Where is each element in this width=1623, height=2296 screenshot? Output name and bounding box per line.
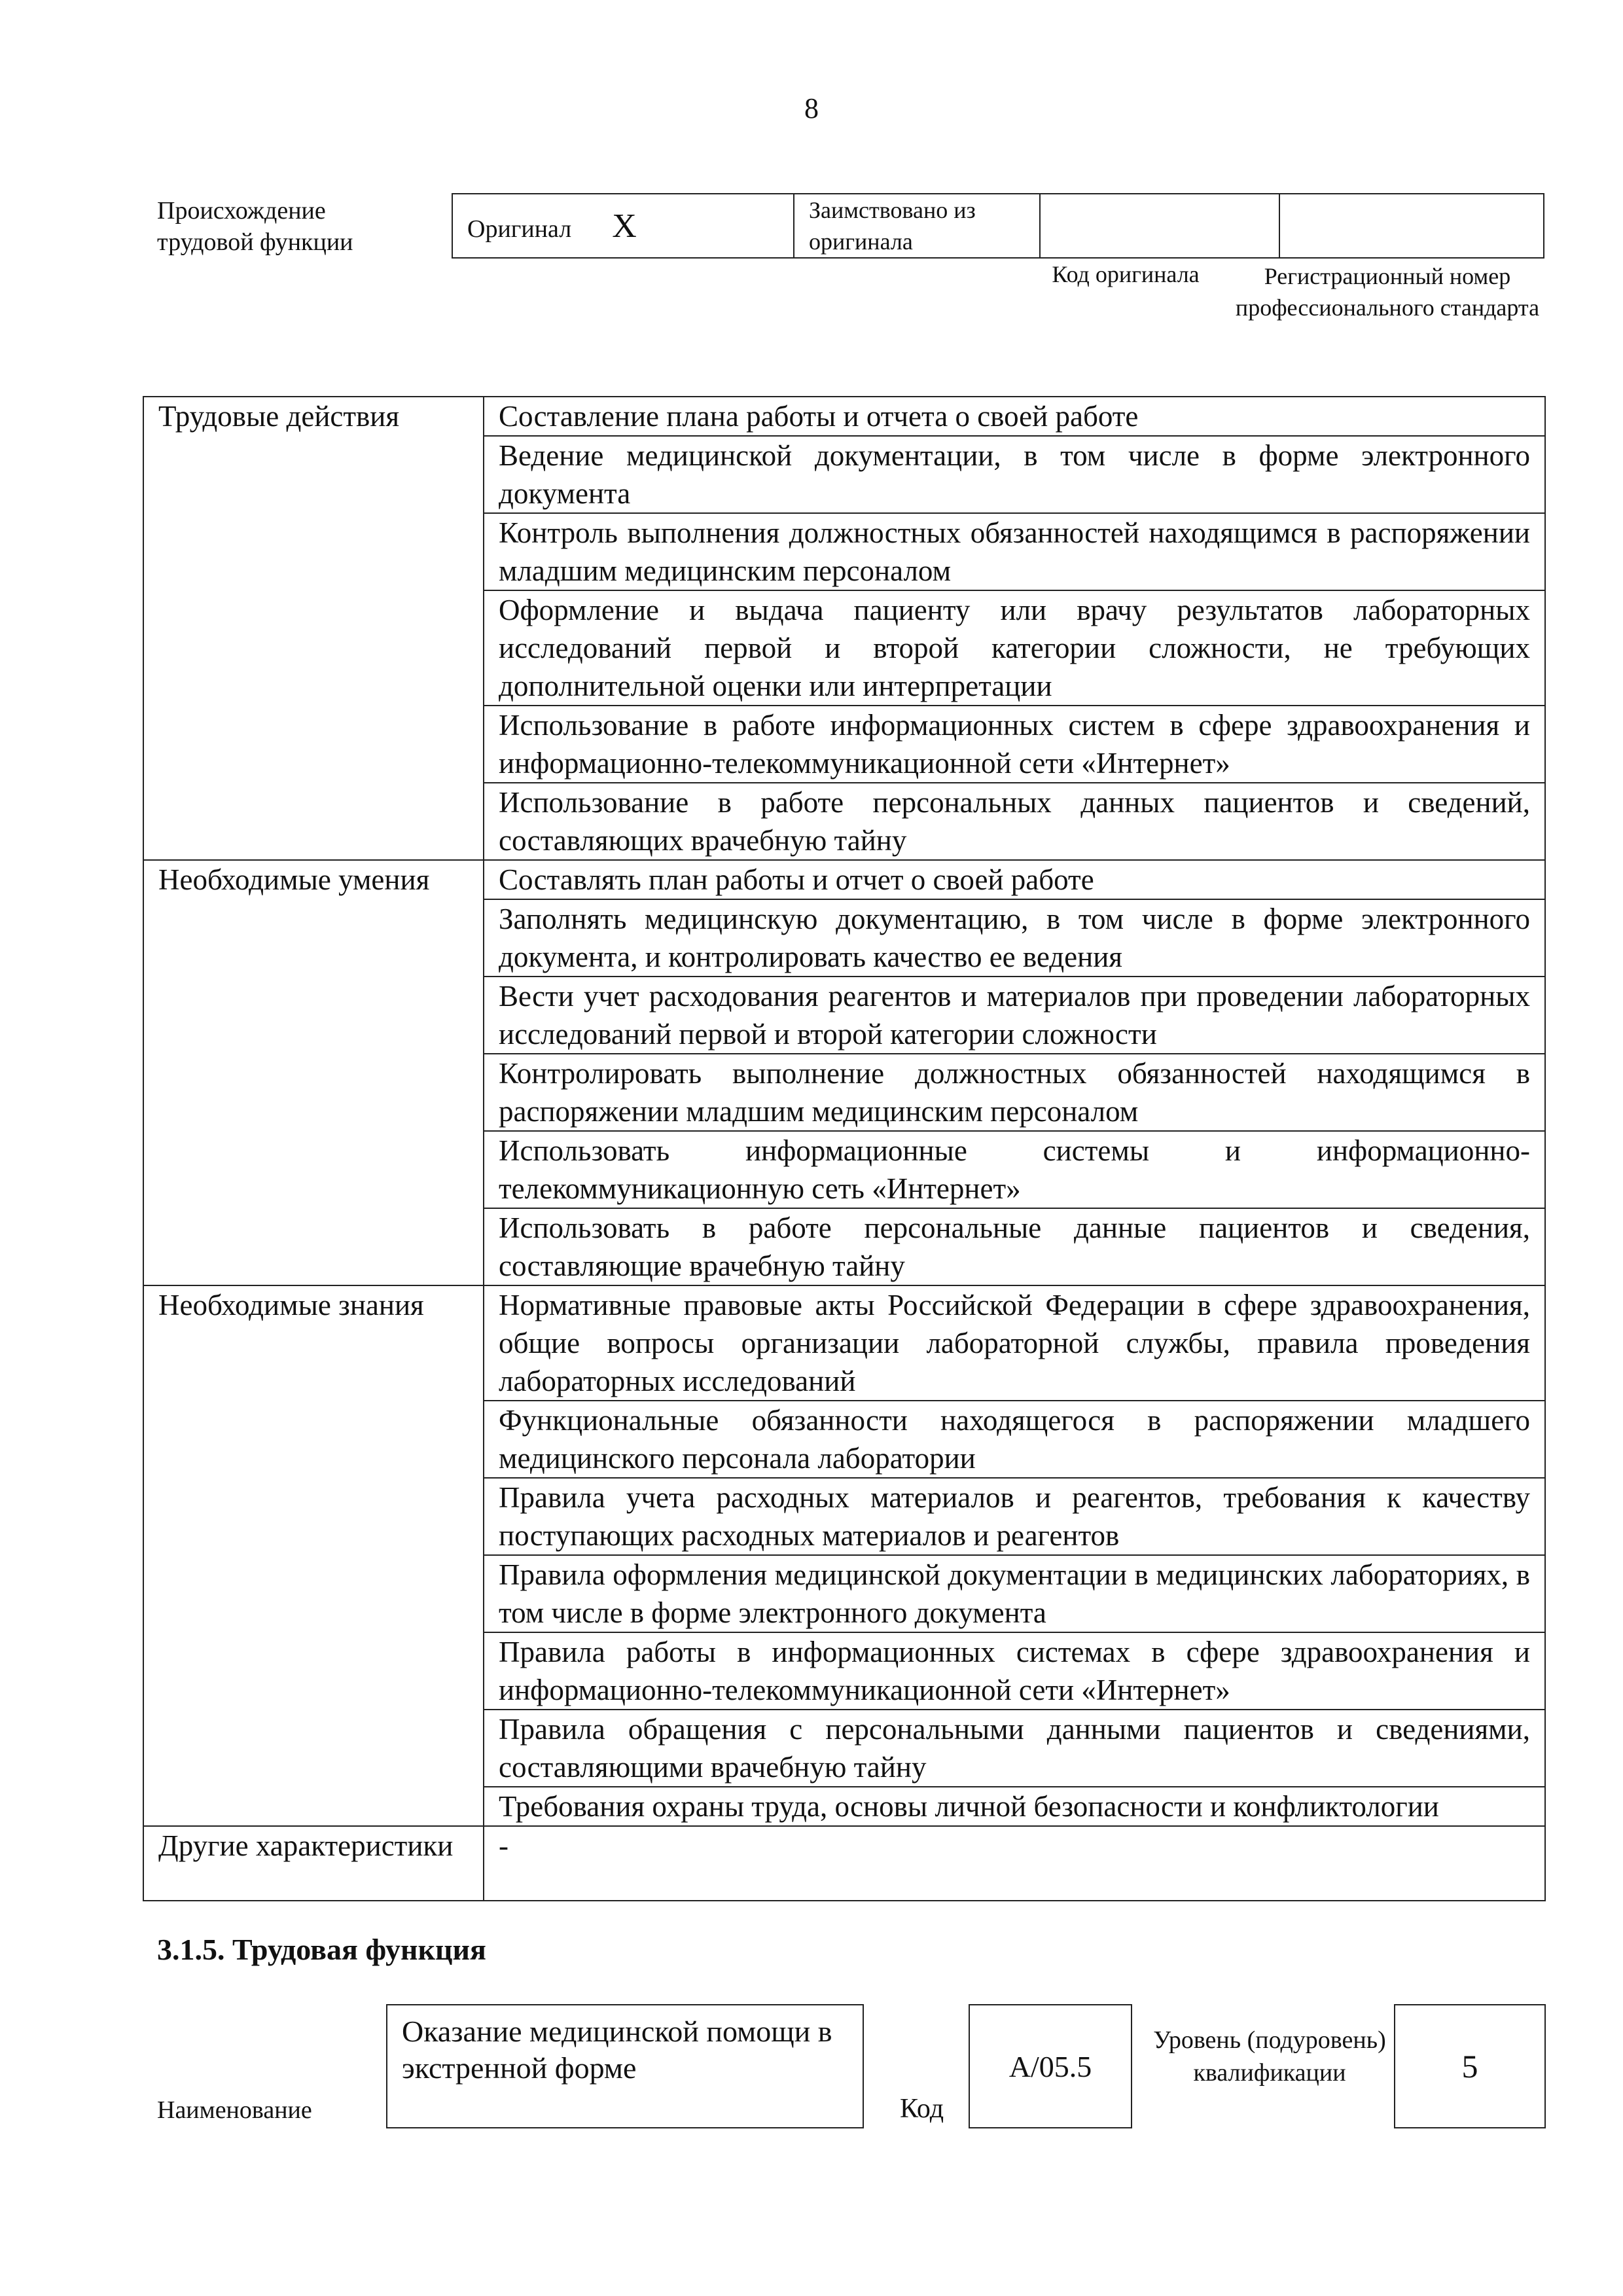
item-cell: Использование в работе персональных данных пациентов и сведений, составляющих врачебную тайну	[484, 783, 1545, 860]
code-original-caption: Код оригинала	[1052, 261, 1200, 287]
name-value-box: Оказание медицинской помощи в экстренной форме	[386, 2004, 864, 2128]
origin-table	[452, 193, 1544, 259]
table-row	[143, 1285, 1545, 1401]
origin-label: Происхождение трудовой функции	[157, 197, 353, 256]
original-cell	[452, 194, 794, 258]
code-label: Код	[900, 2094, 944, 2124]
level-label: Уровень (подуровень) квалификации	[1153, 2026, 1386, 2087]
item-cell: Вести учет расходования реагентов и материалов при проведении лабораторных исследований первой и второй категории сложности	[484, 977, 1545, 1054]
reg-number-caption: Регистрационный номер профессионального стандарта	[1235, 263, 1540, 321]
item-cell: -	[484, 1826, 1545, 1901]
name-label: Наименование	[157, 2096, 312, 2124]
item-cell: Составление плана работы и отчета о своей работе	[484, 397, 1545, 436]
item-cell: Правила учета расходных материалов и реагентов, требования к качеству поступающих расходных материалов и реагентов	[484, 1478, 1545, 1555]
category-cell: Другие характеристики	[143, 1826, 484, 1901]
item-cell: Ведение медицинской документации, в том числе в форме электронного документа	[484, 436, 1545, 513]
code-value-box: A/05.5	[969, 2004, 1132, 2128]
table-row	[143, 397, 1545, 436]
category-cell: Трудовые действия	[143, 397, 484, 860]
table-row	[143, 1826, 1545, 1901]
page-number: 8	[804, 92, 819, 124]
item-cell: Требования охраны труда, основы личной безопасности и конфликтологии	[484, 1787, 1545, 1826]
item-cell: Использовать информационные системы и информационно-телекоммуникационную сеть «Интернет»	[484, 1131, 1545, 1208]
category-cell: Необходимые умения	[143, 860, 484, 1285]
code-original-cell	[1040, 194, 1279, 258]
original-mark: X	[612, 207, 637, 245]
level-value-box: 5	[1394, 2004, 1546, 2128]
item-cell: Составлять план работы и отчет о своей работе	[484, 860, 1545, 899]
borrowed-cell: Заимствовано из оригинала	[794, 194, 1040, 258]
item-cell: Правила работы в информационных системах в сфере здравоохранения и информационно-телекоммуникационной сети «Интернет»	[484, 1632, 1545, 1710]
reg-number-cell	[1279, 194, 1544, 258]
section-heading: 3.1.5. Трудовая функция	[157, 1933, 486, 1966]
item-cell: Контролировать выполнение должностных обязанностей находящимся в распоряжении младшим медицинским персоналом	[484, 1054, 1545, 1131]
item-cell: Правила оформления медицинской документации в медицинских лабораториях, в том числе в форме электронного документа	[484, 1555, 1545, 1632]
item-cell: Правила обращения с персональными данными пациентов и сведениями, составляющими врачебную тайну	[484, 1710, 1545, 1787]
category-cell: Необходимые знания	[143, 1285, 484, 1826]
original-label: Оригинал	[467, 215, 572, 243]
item-cell: Оформление и выдача пациенту или врачу результатов лабораторных исследований первой и второй категории сложности, не требующих дополнительной оценки или интерпретации	[484, 590, 1545, 706]
item-cell: Использование в работе информационных систем в сфере здравоохранения и информационно-телекоммуникационной сети «Интернет»	[484, 706, 1545, 783]
table-row	[143, 860, 1545, 899]
item-cell: Использовать в работе персональные данные пациентов и сведения, составляющие врачебную тайну	[484, 1208, 1545, 1285]
item-cell: Функциональные обязанности находящегося в распоряжении младшего медицинского персонала лаборатории	[484, 1401, 1545, 1478]
function-table	[143, 396, 1546, 1901]
item-cell: Заполнять медицинскую документацию, в том числе в форме электронного документа, и контролировать качество ее ведения	[484, 899, 1545, 977]
item-cell: Нормативные правовые акты Российской Федерации в сфере здравоохранения, общие вопросы организации лабораторной службы, правила проведения лабораторных исследований	[484, 1285, 1545, 1401]
item-cell: Контроль выполнения должностных обязанностей находящимся в распоряжении младшим медицинским персоналом	[484, 513, 1545, 590]
